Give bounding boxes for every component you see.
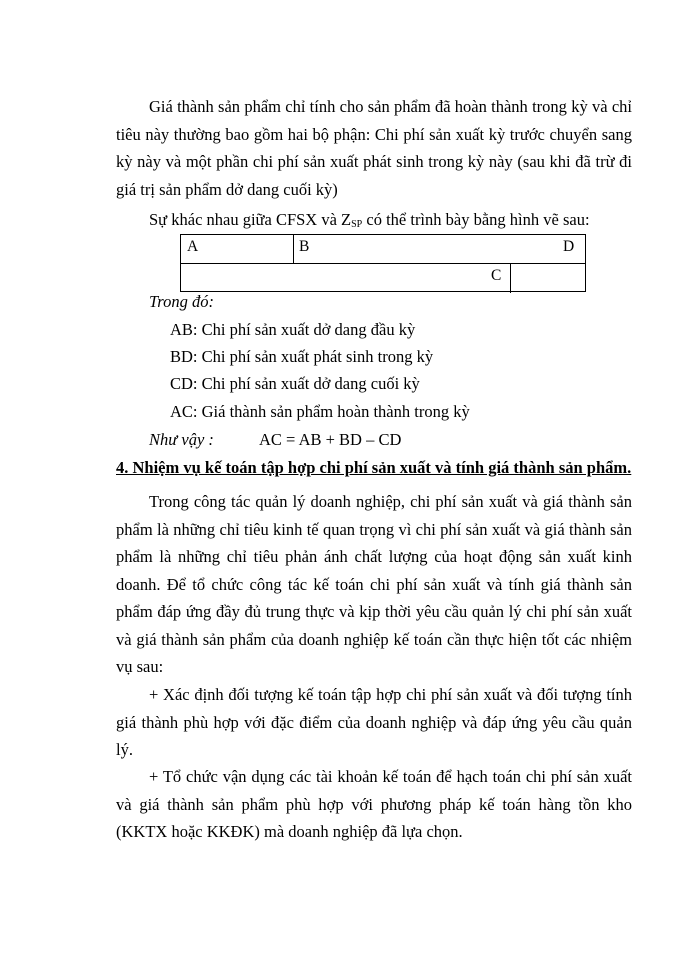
diagram-label-c: C [491,267,502,284]
zsp-subscript: SP [351,219,363,230]
difference-intro-text: Sự khác nhau giữa CFSX và Z [149,210,352,229]
thus-label: Như vậy : [149,430,214,449]
paragraph-tasks-intro: Trong công tác quản lý doanh nghiệp, chi phí sản xuất và giá thành sản phẩm là những chỉ tiêu kinh tế quan trọng vì chi phí sản xuất và giá thành sản phẩm là những chỉ tiêu phản ánh chất lượng của hoạt động sản xuất kinh doanh. Để tổ chức công tác kế toán chi phí sản xuất và tính giá thành sản phẩm đáp ứng đầy đủ trung thực và kịp thời yêu cầu quản lý chi phí sản xuất và giá thành sản phẩm của doanh nghiệp kế toán cần thực hiện tốt các nhiệm vụ sau: [116,492,632,676]
cost-diagram [180,234,586,292]
diagram-label-a: A [187,238,199,255]
definition-ab: AB: Chi phí sản xuất dở dang đầu kỳ [170,320,416,339]
diagram-divider [181,263,585,264]
task-item-2: + Tổ chức vận dụng các tài khoản kế toán để hạch toán chi phí sản xuất và giá thành sản phẩm phù hợp với phương pháp kế toán hàng tồn kho (KKTX hoặc KKĐK) mà doanh nghiệp đã lựa chọn. [116,767,632,841]
where-label: Trong đó: [149,292,214,311]
definition-cd: CD: Chi phí sản xuất dở dang cuối kỳ [170,374,420,393]
paragraph-cost-definition: Giá thành sản phẩm chỉ tính cho sản phẩm đã hoàn thành trong kỳ và chỉ tiêu này thường bao gồm hai bộ phận: Chi phí sản xuất kỳ trước chuyển sang kỳ này và một phần chi phí sản xuất phát sinh trong kỳ này (sau khi đã trừ đi giá trị sản phẩm dở dang cuối kỳ) [116,97,632,199]
section-heading: 4. Nhiệm vụ kế toán tập hợp chi phí sản xuất và tính giá thành sản phẩm. [116,458,632,477]
diagram-label-b: B [299,238,310,255]
formula: AC = AB + BD – CD [259,430,402,449]
diagram-tick-c [510,263,511,293]
diagram-tick-b [293,235,294,263]
diagram-label-d: D [563,238,575,255]
difference-intro-text-end: có thể trình bày bằng hình vẽ sau: [362,210,590,229]
difference-intro [149,210,590,230]
definition-ac: AC: Giá thành sản phẩm hoàn thành trong kỳ [170,402,470,421]
definition-bd: BD: Chi phí sản xuất phát sinh trong kỳ [170,347,434,366]
task-item-1: + Xác định đối tượng kế toán tập hợp chi phí sản xuất và đối tượng tính giá thành phù hợp với đặc điểm của doanh nghiệp và đáp ứng yêu cầu quản lý. [116,685,632,759]
